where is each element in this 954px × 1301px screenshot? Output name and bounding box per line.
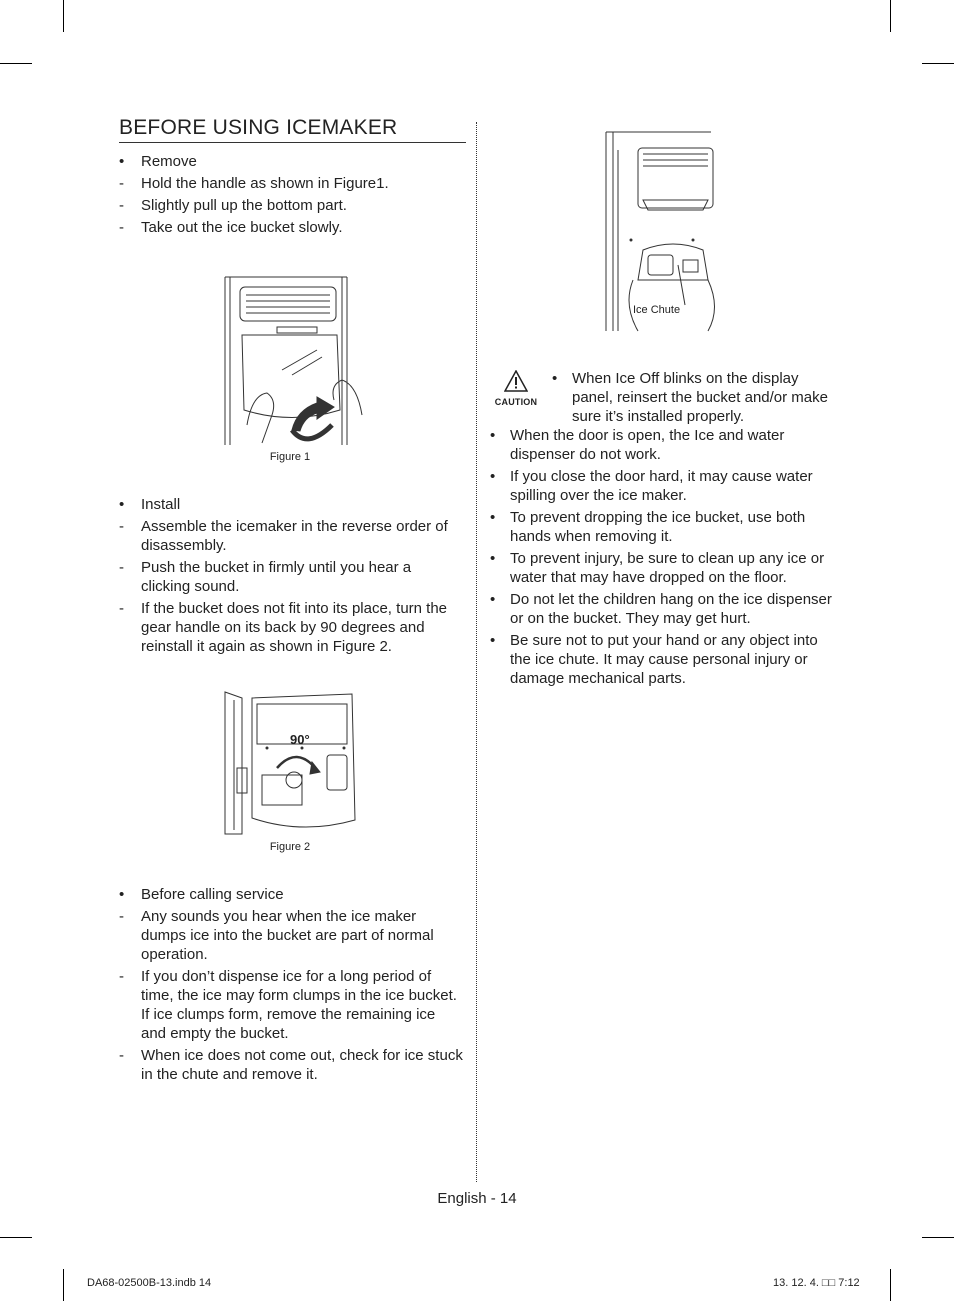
caution-list: [488, 426, 838, 691]
service-list: [119, 885, 464, 1087]
remove-step: - Take out the ice bucket slowly.: [119, 219, 343, 236]
caution-item: • Do not let the children hang on the ice dispenser or on the bucket. They may get hurt.: [490, 591, 832, 627]
install-step: - If the bucket does not fit into its place, turn the gear handle on its back by 90 degrees and reinstall it again as shown in Figure 2.: [119, 600, 448, 655]
figure-1-illustration: [222, 275, 367, 447]
column-divider: [476, 122, 477, 1182]
crop-mark: [63, 1269, 64, 1301]
service-step: - Any sounds you hear when the ice maker dumps ice into the bucket are part of normal operation.: [119, 908, 434, 963]
file-slug: DA68-02500B-13.indb 14: [87, 1277, 212, 1289]
crop-mark: [890, 1269, 891, 1301]
service-step: - If you don’t dispense ice for a long period of time, the ice may form clumps in the ice bucket. If ice clumps form, remove the remaining ice and empty the bucket.: [119, 968, 457, 1042]
crop-mark: [922, 1237, 954, 1238]
remove-step: - Hold the handle as shown in Figure1.: [119, 175, 389, 192]
caution-block: [488, 370, 544, 407]
caution-item: • If you close the door hard, it may cause water spilling over the ice maker.: [490, 468, 813, 504]
date-slug: 13. 12. 4. □□ 7:12: [773, 1277, 860, 1289]
figure-3-illustration: [603, 130, 719, 333]
install-step: - Assemble the icemaker in the reverse order of disassembly.: [119, 518, 448, 554]
ice-chute-callout: Ice Chute: [633, 304, 681, 316]
install-heading: • Install: [119, 496, 181, 513]
page-title: BEFORE USING ICEMAKER: [119, 116, 466, 143]
crop-mark: [922, 63, 954, 64]
crop-mark: [63, 0, 64, 32]
crop-mark: [0, 1237, 32, 1238]
crop-mark: [0, 63, 32, 64]
figure-2-angle-label: 90°: [290, 732, 310, 747]
warning-triangle-icon: [504, 370, 528, 392]
figure-1-caption: Figure 1: [269, 451, 311, 463]
crop-mark: [890, 0, 891, 32]
install-list: [119, 495, 464, 659]
caution-label: CAUTION: [494, 397, 538, 407]
service-step: - When ice does not come out, check for ice stuck in the chute and remove it.: [119, 1047, 463, 1083]
caution-first: [550, 369, 840, 429]
figure-2-illustration: [222, 690, 358, 836]
remove-step: - Slightly pull up the bottom part.: [119, 197, 347, 214]
remove-list: [119, 152, 464, 240]
caution-item: • When Ice Off blinks on the display panel, reinsert the bucket and/or make sure it’s installed properly.: [552, 370, 828, 425]
caution-item: • To prevent injury, be sure to clean up any ice or water that may have dropped on the floor.: [490, 550, 825, 586]
install-step: - Push the bucket in firmly until you hear a clicking sound.: [119, 559, 412, 595]
page-number: English - 14: [437, 1190, 517, 1207]
caution-item: • Be sure not to put your hand or any object into the ice chute. It may cause personal injury or damage mechanical parts.: [490, 632, 818, 687]
caution-item: • When the door is open, the Ice and water dispenser do not work.: [490, 427, 785, 463]
service-heading: • Before calling service: [119, 886, 284, 903]
caution-item: • To prevent dropping the ice bucket, use both hands when removing it.: [490, 509, 806, 545]
figure-2-caption: Figure 2: [269, 841, 311, 853]
remove-heading: • Remove: [119, 153, 197, 170]
